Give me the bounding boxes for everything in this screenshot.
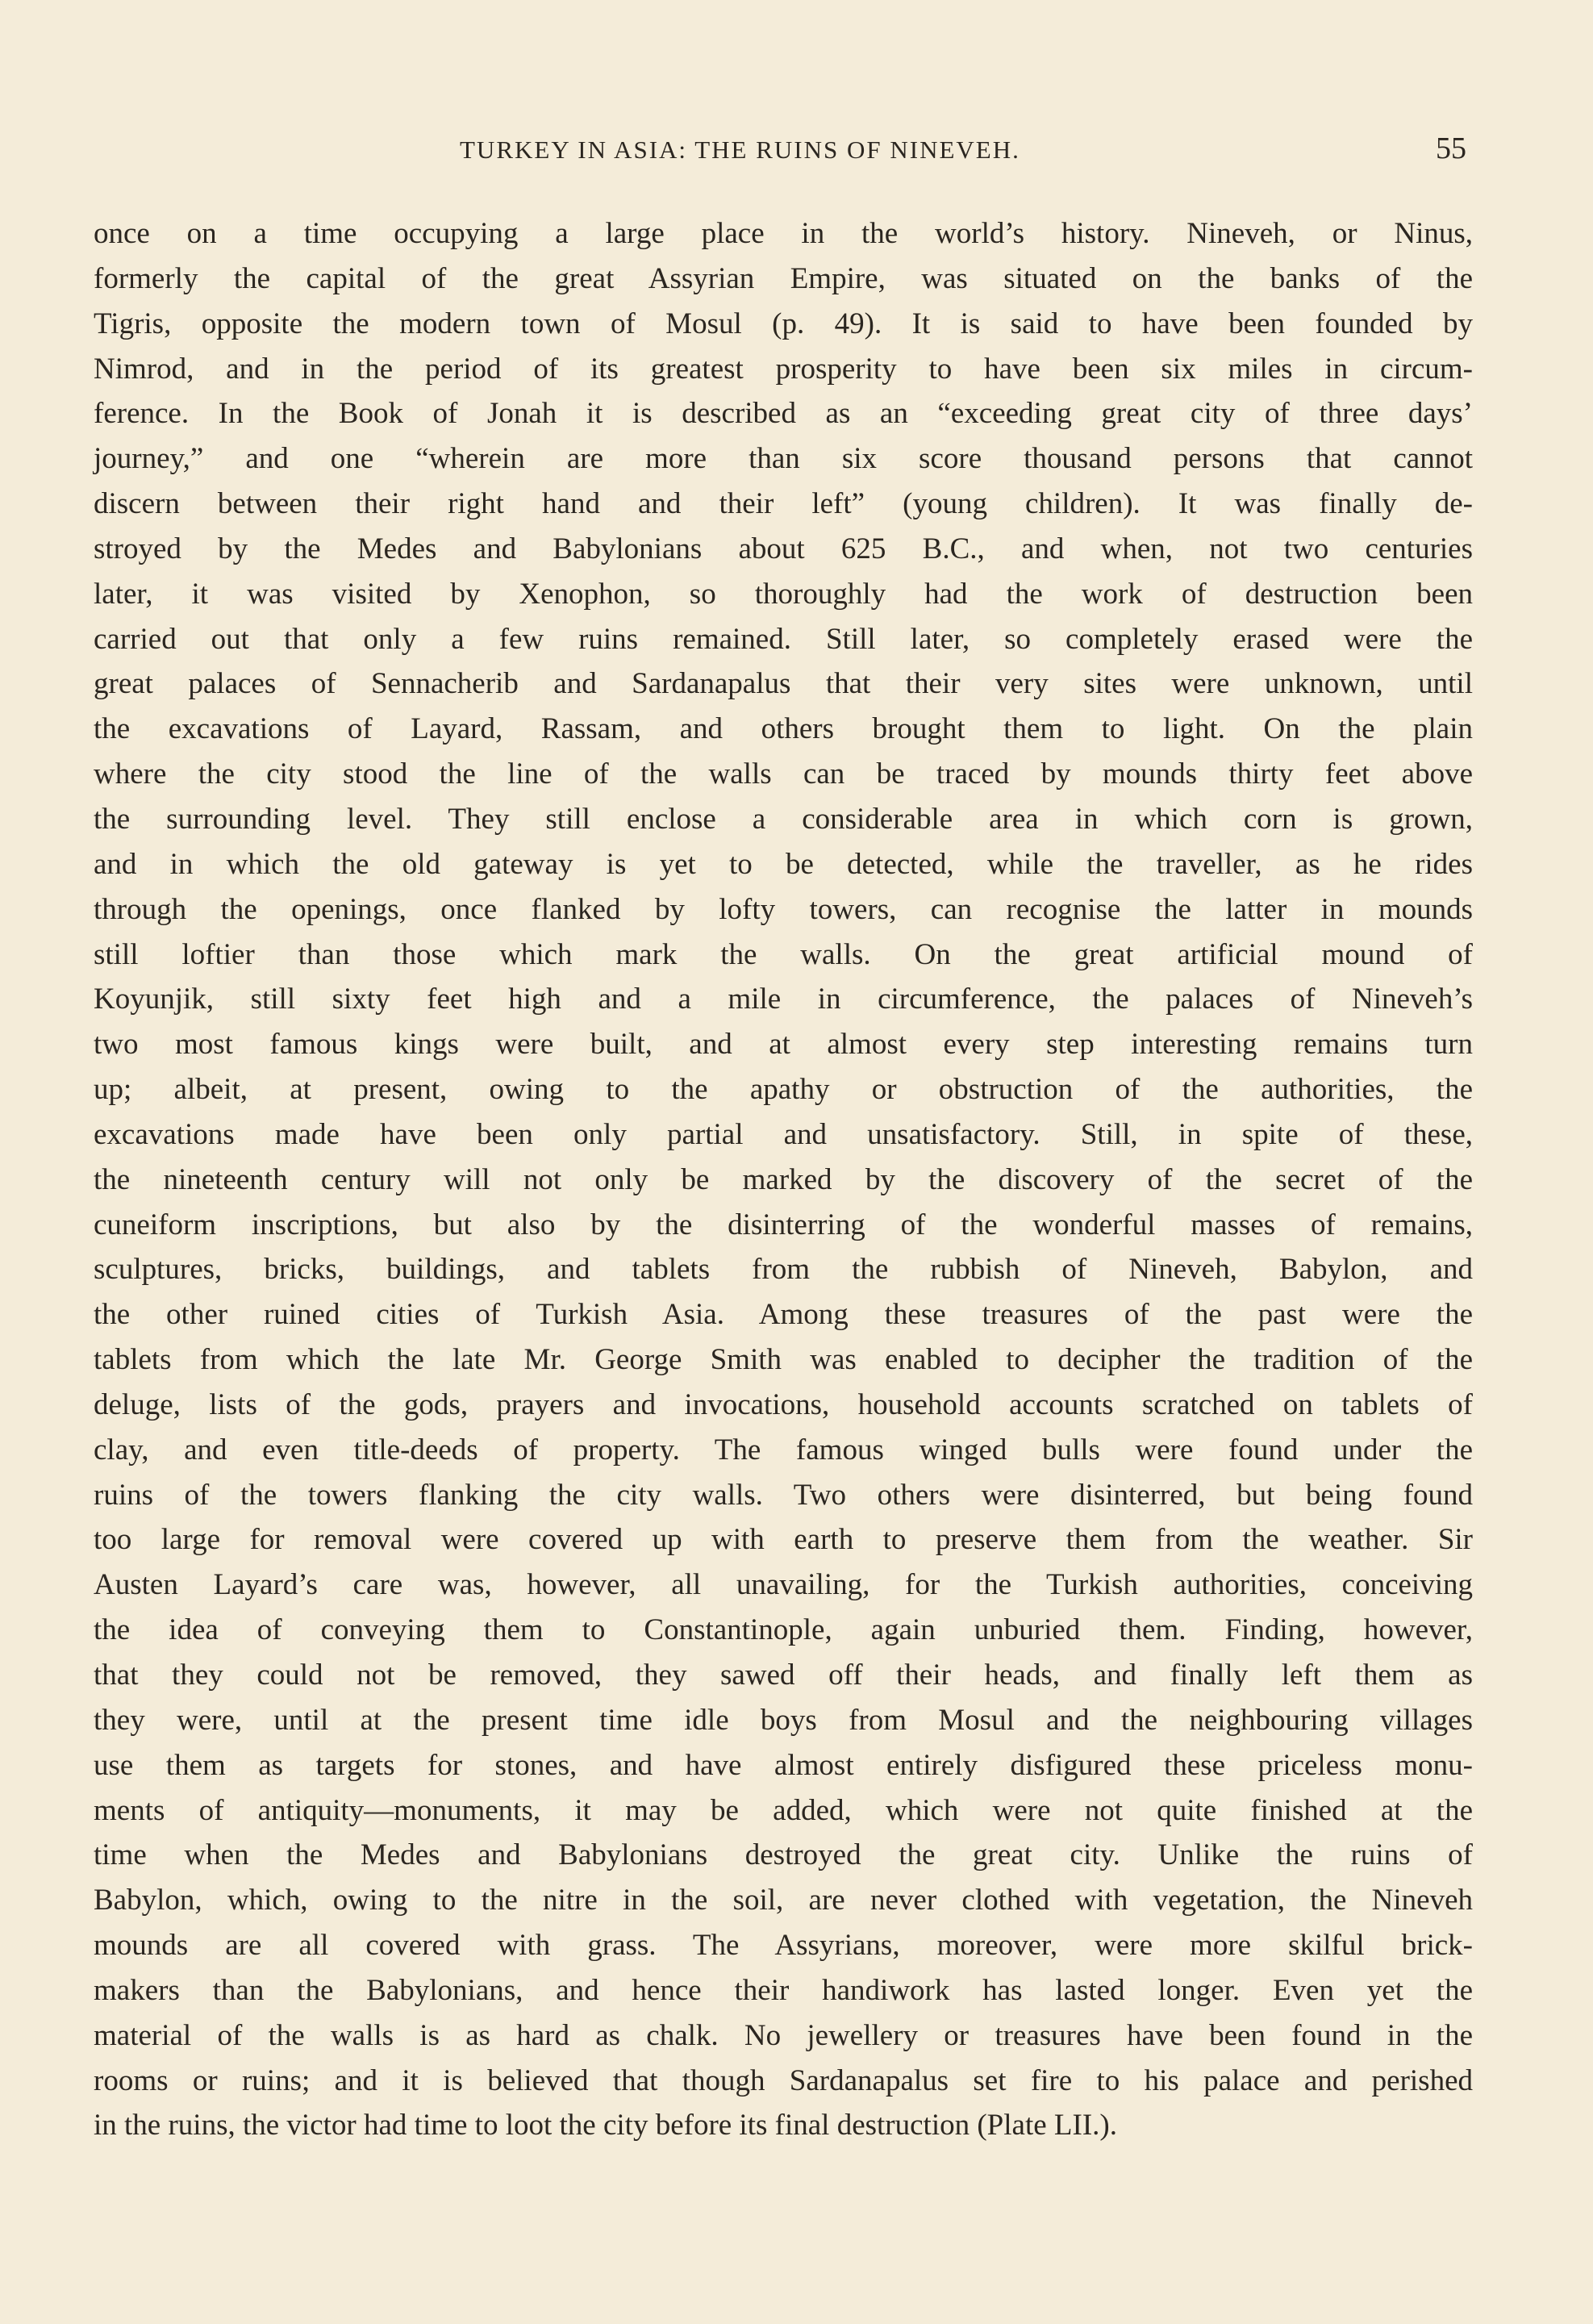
text-line: carried out that only a few ruins remained. Still later, so completely erased were the (94, 622, 1473, 656)
text-line: and in which the old gateway is yet to be detected, while the traveller, as he rides (94, 847, 1473, 881)
text-line: too large for removal were covered up with earth to preserve them from the weather. Sir (94, 1523, 1473, 1557)
text-line: the surrounding level. They still enclose a considerable area in which corn is grown, (94, 802, 1473, 836)
text-line: later, it was visited by Xenophon, so thoroughly had the work of destruction been (94, 577, 1473, 611)
text-line: stroyed by the Medes and Babylonians about 625 B.C., and when, not two centuries (94, 532, 1473, 565)
text-line: use them as targets for stones, and have almost entirely disfigured these priceless monu- (94, 1748, 1473, 1782)
text-line: two most famous kings were built, and at almost every step interesting remains turn (94, 1028, 1473, 1062)
text-line: sculptures, bricks, buildings, and tablets from the rubbish of Nineveh, Babylon, and (94, 1253, 1473, 1287)
text-line: ruins of the towers flanking the city walls. Two others were disinterred, but being found (94, 1478, 1473, 1512)
text-line: Babylon, which, owing to the nitre in the soil, are never clothed with vegetation, the Nineveh (94, 1884, 1473, 1917)
text-line: the excavations of Layard, Rassam, and others brought them to light. On the plain (94, 712, 1473, 746)
text-line: once on a time occupying a large place in the world’s history. Nineveh, or Ninus, (94, 217, 1473, 250)
text-line: ments of antiquity—monuments, it may be added, which were not quite finished at the (94, 1793, 1473, 1827)
running-title: TURKEY IN ASIA: THE RUINS OF NINEVEH. (460, 136, 1020, 164)
text-line: time when the Medes and Babylonians destroyed the great city. Unlike the ruins of (94, 1838, 1473, 1872)
text-line: Nimrod, and in the period of its greatest prosperity to have been six miles in circum- (94, 352, 1473, 386)
text-line: discern between their right hand and their left” (young children). It was finally de- (94, 487, 1473, 521)
text-line: still loftier than those which mark the walls. On the great artificial mound of (94, 937, 1473, 971)
text-line: journey,” and one “wherein are more than six score thousand persons that cannot (94, 442, 1473, 476)
body-paragraph (94, 211, 1473, 2148)
text-line: clay, and even title-deeds of property. The famous winged bulls were found under the (94, 1433, 1473, 1467)
running-head (0, 131, 1593, 176)
text-line: where the city stood the line of the walls can be traced by mounds thirty feet above (94, 757, 1473, 791)
text-line: ference. In the Book of Jonah it is described as an “exceeding great city of three days’ (94, 397, 1473, 431)
text-line: Tigris, opposite the modern town of Mosul (p. 49). It is said to have been founded by (94, 307, 1473, 340)
text-line: the nineteenth century will not only be marked by the discovery of the secret of the (94, 1162, 1473, 1196)
text-line: Koyunjik, still sixty feet high and a mile in circumference, the palaces of Nineveh’s (94, 983, 1473, 1016)
page-number: 55 (1436, 131, 1466, 165)
text-line: Austen Layard’s care was, however, all unavailing, for the Turkish authorities, conceiving (94, 1568, 1473, 1602)
text-line: great palaces of Sennacherib and Sardanapalus that their very sites were unknown, until (94, 667, 1473, 701)
text-line: formerly the capital of the great Assyrian Empire, was situated on the banks of the (94, 261, 1473, 295)
text-line: mounds are all covered with grass. The Assyrians, moreover, were more skilful brick- (94, 1929, 1473, 1963)
text-line: rooms or ruins; and it is believed that though Sardanapalus set fire to his palace and perished (94, 2063, 1473, 2097)
text-line: up; albeit, at present, owing to the apathy or obstruction of the authorities, the (94, 1073, 1473, 1107)
text-line: in the ruins, the victor had time to loot the city before its final destruction (Plate LII.). (94, 2109, 1117, 2143)
text-line: deluge, lists of the gods, prayers and invocations, household accounts scratched on tablets of (94, 1387, 1473, 1421)
text-line: they were, until at the present time idle boys from Mosul and the neighbouring villages (94, 1703, 1473, 1737)
text-line: the idea of conveying them to Constantinople, again unburied them. Finding, however, (94, 1613, 1473, 1647)
text-line: tablets from which the late Mr. George Smith was enabled to decipher the tradition of the (94, 1343, 1473, 1377)
text-line: makers than the Babylonians, and hence their handiwork has lasted longer. Even yet the (94, 1973, 1473, 2007)
text-line: that they could not be removed, they sawed off their heads, and finally left them as (94, 1659, 1473, 1692)
text-line: excavations made have been only partial and unsatisfactory. Still, in spite of these, (94, 1117, 1473, 1151)
text-line: material of the walls is as hard as chalk. No jewellery or treasures have been found in the (94, 2018, 1473, 2052)
text-line: cuneiform inscriptions, but also by the disinterring of the wonderful masses of remains, (94, 1208, 1473, 1241)
text-line: the other ruined cities of Turkish Asia. Among these treasures of the past were the (94, 1298, 1473, 1332)
text-line: through the openings, once flanked by lofty towers, can recognise the latter in mounds (94, 892, 1473, 926)
